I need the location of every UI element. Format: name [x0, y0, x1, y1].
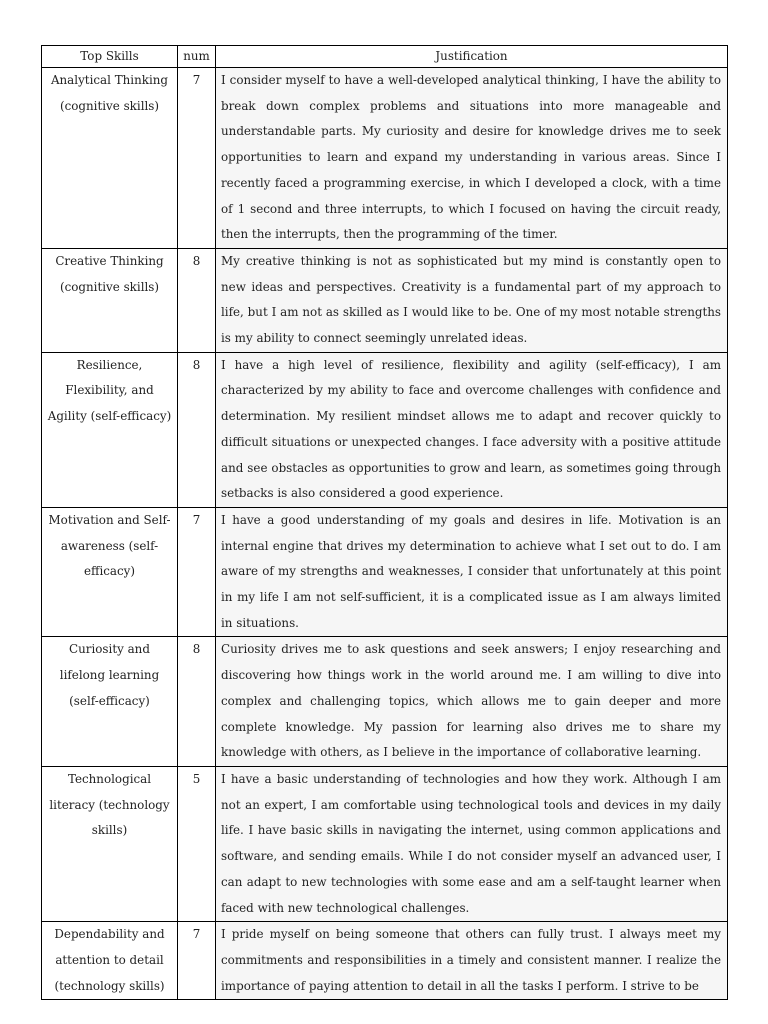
justification-cell: My creative thinking is not as sophisticated but my mind is constantly open to new ideas and perspectives. Creativity is a fundamental part of my approach to life, but I am not as skilled as I would like to be. One of my most notable strengths is my ability to connect seemingly unrelated ideas.: [216, 248, 728, 352]
num-cell: 8: [178, 637, 216, 767]
skill-cell: Technological literacy (technology skills): [42, 766, 178, 921]
skill-cell: Motivation and Self-awareness (self-efficacy): [42, 507, 178, 637]
header-justification: Justification: [216, 46, 728, 68]
justification-cell: I have a good understanding of my goals and desires in life. Motivation is an internal engine that drives my determination to achieve what I set out to do. I am aware of my strengths and weaknesses, I consider that unfortunately at this point in my life I am not self-sufficient, it is a complicated issue as I am always limited in situations.: [216, 507, 728, 637]
justification-cell: I have a basic understanding of technologies and how they work. Although I am not an expert, I am comfortable using technological tools and devices in my daily life. I have basic skills in navigating the internet, using common applications and software, and sending emails. While I do not consider myself an advanced user, I can adapt to new technologies with some ease and am a self-taught learner when faced with new technological challenges.: [216, 766, 728, 921]
num-cell: 8: [178, 248, 216, 352]
skill-cell: Curiosity and lifelong learning (self-efficacy): [42, 637, 178, 767]
num-cell: 8: [178, 352, 216, 507]
justification-text: I pride myself on being someone that others can fully trust. I always meet my commitments and responsibilities in a timely and consistent manner. I realize the importance of paying attention to detail in all the tasks I perform. I strive to be: [221, 927, 721, 993]
justification-cell: Curiosity drives me to ask questions and seek answers; I enjoy researching and discovering how things work in the world around me. I am willing to dive into complex and challenging topics, which allows me to gain deeper and more complete knowledge. My passion for learning also drives me to share my knowledge with others, as I believe in the importance of collaborative learning.: [216, 637, 728, 767]
skill-cell: Analytical Thinking (cognitive skills): [42, 68, 178, 249]
table-row: [42, 507, 728, 637]
num-cell: 7: [178, 507, 216, 637]
header-row: [42, 46, 728, 68]
skills-table: [41, 45, 728, 1000]
num-cell: 7: [178, 68, 216, 249]
num-cell: 7: [178, 922, 216, 1000]
table-row: [42, 922, 728, 1000]
skill-cell: Dependability and attention to detail (technology skills): [42, 922, 178, 1000]
header-skill: Top Skills: [42, 46, 178, 68]
table-row: [42, 68, 728, 249]
table-row: [42, 637, 728, 767]
table-row: [42, 766, 728, 921]
justification-cell: I have a high level of resilience, flexibility and agility (self-efficacy), I am characterized by my ability to face and overcome challenges with confidence and determination. My resilient mindset allows me to adapt and recover quickly to difficult situations or unexpected changes. I face adversity with a positive attitude and see obstacles as opportunities to grow and learn, as sometimes going through setbacks is also considered a good experience.: [216, 352, 728, 507]
skill-cell: Resilience, Flexibility, and Agility (self-efficacy): [42, 352, 178, 507]
table-row: [42, 248, 728, 352]
num-cell: 5: [178, 766, 216, 921]
justification-cell: I consider myself to have a well-developed analytical thinking, I have the ability to break down complex problems and situations into more manageable and understandable parts. My curiosity and desire for knowledge drives me to seek opportunities to learn and expand my understanding in various areas. Since I recently faced a programming exercise, in which I developed a clock, with a time of 1 second and three interrupts, to which I focused on having the circuit ready, then the interrupts, then the programming of the timer.: [216, 68, 728, 249]
skill-cell: Creative Thinking (cognitive skills): [42, 248, 178, 352]
table-row: [42, 352, 728, 507]
justification-cell: [216, 922, 728, 1000]
header-num: num: [178, 46, 216, 68]
document-page: [41, 45, 727, 1000]
